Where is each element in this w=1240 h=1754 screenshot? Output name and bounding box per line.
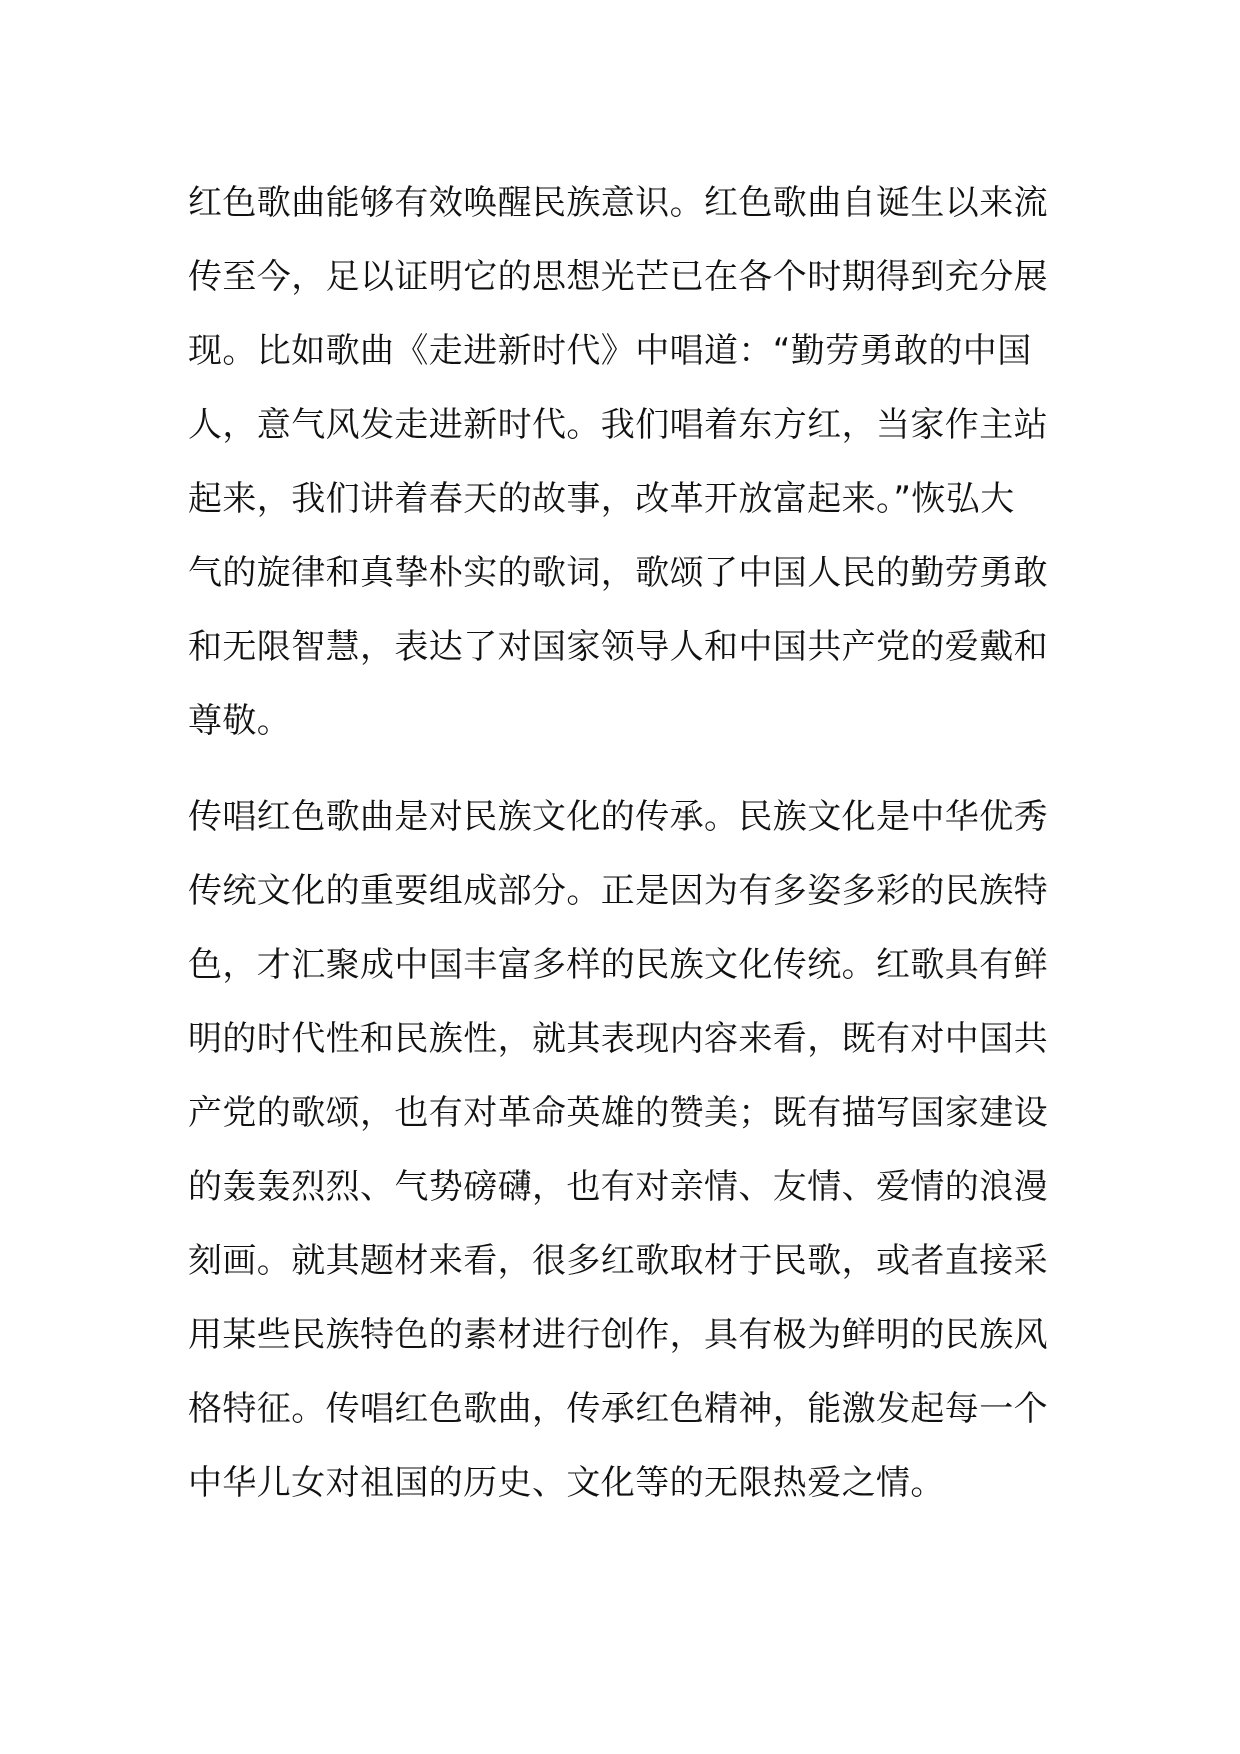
text-line: 传唱红色歌曲是对民族文化的传承。民族文化是中华优秀 (188, 797, 1048, 837)
paragraph-cultural-heritage (188, 780, 1058, 1520)
text-line: 明的时代性和民族性，就其表现内容来看，既有对中国共 (188, 1019, 1048, 1059)
text-line: 色，才汇聚成中国丰富多样的民族文化传统。红歌具有鲜 (188, 945, 1048, 985)
text-line: 起来，我们讲着春天的故事，改革开放富起来。”恢弘大 (188, 479, 1015, 519)
text-line: 尊敬。 (188, 701, 292, 741)
text-line: 人，意气风发走进新时代。我们唱着东方红，当家作主站 (188, 405, 1048, 445)
text-line: 和无限智慧，表达了对国家领导人和中国共产党的爱戴和 (188, 627, 1048, 667)
paragraph-red-songs-awaken (188, 166, 1058, 758)
text-line: 中华儿女对祖国的历史、文化等的无限热爱之情。 (188, 1463, 945, 1503)
text-line: 用某些民族特色的素材进行创作，具有极为鲜明的民族风 (188, 1315, 1048, 1355)
text-line: 的轰轰烈烈、气势磅礴，也有对亲情、友情、爱情的浪漫 (188, 1167, 1048, 1207)
text-line: 产党的歌颂，也有对革命英雄的赞美；既有描写国家建设 (188, 1093, 1048, 1133)
text-line: 刻画。就其题材来看，很多红歌取材于民歌，或者直接采 (188, 1241, 1048, 1281)
text-line: 红色歌曲能够有效唤醒民族意识。红色歌曲自诞生以来流 (188, 183, 1048, 223)
document-body (188, 166, 1058, 1520)
text-line: 传统文化的重要组成部分。正是因为有多姿多彩的民族特 (188, 871, 1048, 911)
text-line: 气的旋律和真挚朴实的歌词，歌颂了中国人民的勤劳勇敢 (188, 553, 1048, 593)
text-line: 现。比如歌曲《走进新时代》中唱道：“勤劳勇敢的中国 (188, 331, 1032, 371)
text-line: 传至今，足以证明它的思想光芒已在各个时期得到充分展 (188, 257, 1048, 297)
text-line: 格特征。传唱红色歌曲，传承红色精神，能激发起每一个 (188, 1389, 1048, 1429)
